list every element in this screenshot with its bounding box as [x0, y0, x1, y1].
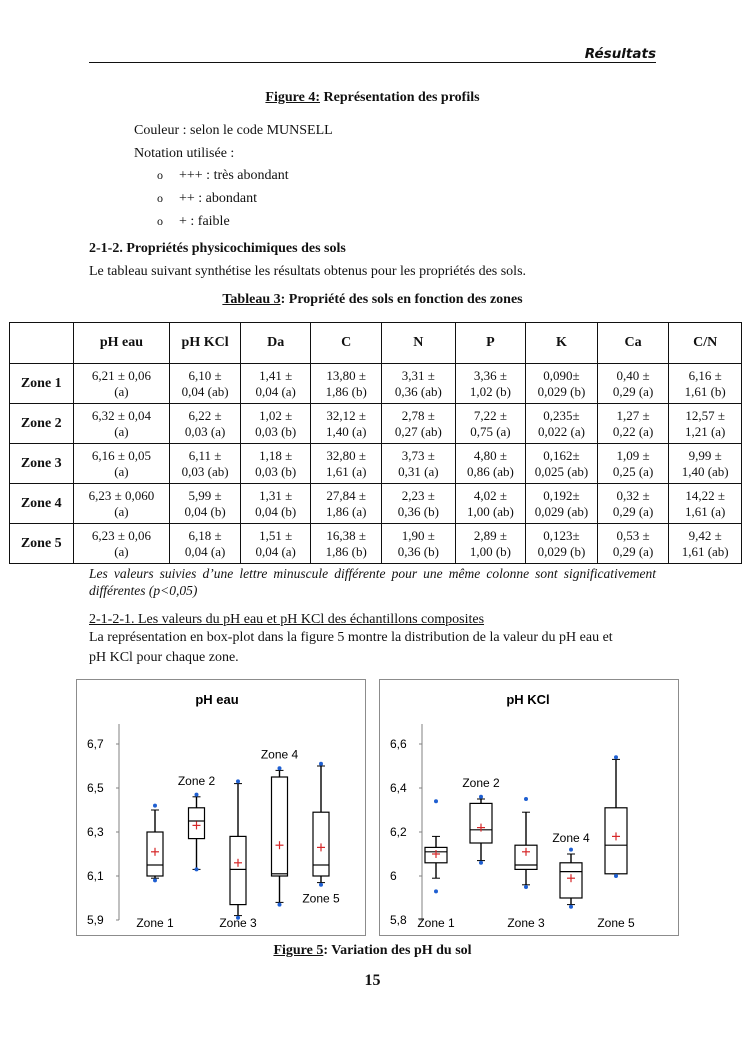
table-cell-line: 16,38 ± — [326, 527, 367, 543]
zone-label: Zone 2 — [10, 404, 74, 444]
table-cell-line: 14,22 ± — [685, 487, 725, 503]
table-cell-line: 0,22 (a) — [612, 423, 654, 439]
zone-label: Zone 5 — [302, 891, 340, 906]
table-cell — [170, 364, 241, 404]
table-cell-line: 0,75 (a) — [470, 423, 511, 439]
table-cell — [455, 404, 526, 444]
table-cell-line: 0,04 (a) — [255, 383, 296, 399]
ph-kcl-chart — [379, 679, 679, 936]
outlier-point — [195, 867, 199, 871]
table-header-cell: C/N — [669, 323, 742, 364]
table-cell — [170, 524, 241, 564]
table-cell-line: 5,99 ± — [188, 487, 222, 503]
table-cell-line: 0,53 ± — [616, 527, 650, 543]
table-cell-line: (a) — [114, 503, 129, 519]
iqr-box — [230, 836, 246, 904]
table-header-cell: K — [526, 323, 598, 364]
table-cell-line: 7,22 ± — [473, 407, 507, 423]
outlier-point — [614, 874, 618, 878]
notation-item-3 — [157, 214, 230, 230]
zone-label: Zone 3 — [10, 444, 74, 484]
table-cell — [455, 524, 526, 564]
section-intro: Le tableau suivant synthétise les résultats obtenus pour les propriétés des sols. — [89, 264, 527, 279]
table-cell — [73, 484, 170, 524]
zone-label: Zone 1 — [417, 916, 455, 930]
zone-label: Zone 1 — [136, 916, 174, 930]
bullet-glyph: o — [157, 214, 163, 228]
table-header-cell — [10, 323, 74, 364]
table-cell-line: 1,21 (a) — [684, 423, 726, 439]
table-cell — [382, 524, 456, 564]
subsection-text-line1: La représentation en box-plot dans la figure 5 montre la distribution de la valeur du pH eau et — [89, 630, 613, 645]
table-cell-line: 4,02 ± — [473, 487, 507, 503]
subsection-text-line2: pH KCl pour chaque zone. — [89, 650, 239, 665]
table-cell — [73, 404, 170, 444]
y-tick-label: 6,1 — [87, 869, 104, 883]
table-cell-line: 0,25 (a) — [612, 463, 654, 479]
table-cell — [311, 364, 382, 404]
table-cell — [526, 404, 598, 444]
table-cell — [382, 484, 456, 524]
table-cell — [311, 444, 382, 484]
y-tick-label: 5,9 — [87, 913, 104, 927]
table-cell — [240, 404, 311, 444]
table-header-row — [10, 323, 742, 364]
table-cell-line: 0,04 (ab) — [181, 383, 229, 399]
subsection-heading: 2-1-2-1. Les valeurs du pH eau et pH KCl des échantillons composites — [89, 612, 485, 627]
bullet-glyph: o — [157, 168, 163, 182]
table-cell-line: 1,61 (b) — [684, 383, 726, 399]
table-cell — [311, 484, 382, 524]
table-cell-line: (a) — [114, 423, 129, 439]
ph-eau-chart-svg — [77, 680, 365, 935]
y-tick-label: 6,7 — [87, 737, 104, 751]
table-cell-line: 0,31 (a) — [398, 463, 439, 479]
table-row — [10, 484, 742, 524]
table-cell-line: 1,61 (ab) — [681, 543, 729, 559]
table-cell-line: 1,86 (b) — [325, 383, 367, 399]
outlier-point — [569, 848, 573, 852]
table-cell — [597, 444, 669, 484]
table-cell-line: 2,78 ± — [401, 407, 435, 423]
table-cell — [73, 364, 170, 404]
table-cell-line: 1,40 (a) — [326, 423, 367, 439]
outlier-point — [153, 804, 157, 808]
y-tick-label: 6 — [390, 869, 397, 883]
notation-item-3-text: + : faible — [179, 214, 230, 229]
table-header-cell: C — [311, 323, 382, 364]
table-cell-line: 6,23 ± 0,06 — [91, 527, 151, 543]
table-cell-line: 0,04 (b) — [255, 503, 297, 519]
table-header-cell: pH KCl — [170, 323, 241, 364]
table-cell-line: 32,80 ± — [326, 447, 367, 463]
table-cell-line: 9,42 ± — [688, 527, 722, 543]
table-row — [10, 524, 742, 564]
table-cell-line: 1,90 ± — [401, 527, 435, 543]
table3-title: : Propriété des sols en fonction des zones — [280, 292, 523, 307]
table-cell — [73, 524, 170, 564]
iqr-box — [605, 808, 627, 874]
table-cell-line: 0,27 (ab) — [394, 423, 442, 439]
table-cell-line: 2,89 ± — [473, 527, 507, 543]
table-cell — [455, 444, 526, 484]
table-cell-line: 0,32 ± — [616, 487, 650, 503]
outlier-point — [479, 861, 483, 865]
outlier-point — [524, 885, 528, 889]
table-cell-line: 0,03 (b) — [255, 463, 297, 479]
couleur-note: Couleur : selon le code MUNSELL — [134, 123, 333, 138]
table-cell — [170, 444, 241, 484]
zone-label: Zone 3 — [219, 916, 257, 930]
table-cell — [526, 444, 598, 484]
table-cell-line: 0,29 (a) — [612, 383, 654, 399]
table-cell-line: 6,32 ± 0,04 — [91, 407, 151, 423]
zone-label: Zone 2 — [177, 773, 216, 788]
table-cell-line: 0,36 (ab) — [394, 383, 442, 399]
table-cell-line: 27,84 ± — [326, 487, 367, 503]
zone-label: Zone 4 — [260, 747, 299, 762]
table-cell-line: 0,03 (b) — [255, 423, 297, 439]
table3-label: Tableau 3 — [222, 292, 281, 307]
table-cell — [669, 484, 742, 524]
table-cell-line: 0,04 (a) — [184, 543, 226, 559]
figure5-caption — [0, 943, 745, 959]
figure4-label: Figure 4: — [265, 90, 320, 105]
outlier-point — [524, 797, 528, 801]
table3-caption — [0, 292, 745, 308]
table-cell-line: 13,80 ± — [326, 367, 367, 383]
table-cell-line: 0,029 (b) — [537, 543, 586, 559]
table-cell — [597, 524, 669, 564]
y-tick-label: 5,8 — [390, 913, 407, 927]
table-row — [10, 404, 742, 444]
table-cell-line: 0,025 (ab) — [534, 463, 589, 479]
table-header-cell: Da — [240, 323, 311, 364]
table-cell-line: 0,03 (a) — [184, 423, 226, 439]
table-cell-line: 0,04 (a) — [255, 543, 296, 559]
table-cell-line: 6,18 ± — [188, 527, 222, 543]
table-cell-line: 2,23 ± — [401, 487, 435, 503]
table-cell — [311, 524, 382, 564]
y-tick-label: 6,4 — [390, 781, 407, 795]
table-cell — [526, 524, 598, 564]
table-cell-line: 6,11 ± — [188, 447, 222, 463]
zone-label: Zone 5 — [10, 524, 74, 564]
section-heading: 2-1-2. Propriétés physicochimiques des sols — [89, 241, 346, 256]
table-cell-line: 1,86 (b) — [325, 543, 367, 559]
iqr-box — [272, 777, 288, 876]
table-cell-line: 6,21 ± 0,06 — [91, 367, 151, 383]
table-cell-line: 0,029 (ab) — [534, 503, 589, 519]
table3-note: Les valeurs suivies d’une lettre minuscule différente pour une même colonne sont significativement différentes (p<0,05) — [89, 566, 656, 598]
table-cell — [669, 444, 742, 484]
outlier-point — [319, 762, 323, 766]
chart-title: pH KCl — [506, 692, 550, 707]
table-cell-line: 1,61 (a) — [326, 463, 367, 479]
y-tick-label: 6,6 — [390, 737, 407, 751]
page-number: 15 — [364, 972, 381, 989]
table-cell-line: 12,57 ± — [685, 407, 725, 423]
table-cell-line: 0,192± — [543, 487, 580, 503]
table-cell-line: 0,162± — [543, 447, 580, 463]
iqr-box — [470, 803, 492, 843]
table-cell-line: 1,00 (ab) — [466, 503, 514, 519]
table-cell-line: 6,22 ± — [188, 407, 222, 423]
running-header: Résultats — [584, 46, 656, 62]
table-cell — [669, 404, 742, 444]
soil-properties-table — [9, 322, 742, 564]
table-cell — [597, 484, 669, 524]
table-header-cell: P — [455, 323, 526, 364]
table-cell — [382, 444, 456, 484]
table-cell-line: 1,02 (b) — [469, 383, 511, 399]
table-cell-line: 1,86 (a) — [326, 503, 367, 519]
table-cell — [597, 404, 669, 444]
table-cell-line: (a) — [114, 463, 129, 479]
table-header-cell: N — [382, 323, 456, 364]
table-cell-line: 1,09 ± — [616, 447, 650, 463]
table-cell-line: 0,090± — [543, 367, 580, 383]
table-cell-line: 3,73 ± — [401, 447, 435, 463]
table-header-cell: pH eau — [73, 323, 170, 364]
notation-item-1-text: +++ : très abondant — [179, 168, 289, 183]
zone-label: Zone 5 — [597, 916, 635, 930]
outlier-point — [569, 905, 573, 909]
figure5-label: Figure 5 — [273, 943, 324, 958]
table-cell-line: 6,16 ± — [688, 367, 722, 383]
table-cell — [597, 364, 669, 404]
outlier-point — [479, 795, 483, 799]
table-cell-line: 6,10 ± — [188, 367, 222, 383]
table-cell-line: 3,36 ± — [473, 367, 507, 383]
table-cell — [170, 404, 241, 444]
table-cell — [311, 404, 382, 444]
table-cell-line: 9,99 ± — [688, 447, 722, 463]
table-cell — [526, 484, 598, 524]
table-cell-line: 3,31 ± — [401, 367, 435, 383]
zone-label: Zone 1 — [10, 364, 74, 404]
notation-item-2-text: ++ : abondant — [179, 191, 257, 206]
table-row — [10, 364, 742, 404]
outlier-point — [236, 779, 240, 783]
outlier-point — [278, 903, 282, 907]
table-cell-line: 32,12 ± — [326, 407, 367, 423]
table-cell-line: 1,31 ± — [259, 487, 293, 503]
chart-title: pH eau — [195, 692, 239, 707]
outlier-point — [434, 799, 438, 803]
table-cell-line: 1,18 ± — [259, 447, 293, 463]
zone-label: Zone 3 — [507, 916, 545, 930]
table-cell — [382, 364, 456, 404]
outlier-point — [153, 878, 157, 882]
table-cell-line: 0,36 (b) — [397, 503, 439, 519]
zone-label: Zone 2 — [462, 776, 500, 790]
table-cell-line: 6,16 ± 0,05 — [91, 447, 151, 463]
header-rule — [89, 62, 656, 63]
table-cell-line: 0,022 (a) — [538, 423, 585, 439]
notation-item-1 — [157, 168, 289, 184]
y-tick-label: 6,5 — [87, 781, 104, 795]
table-cell — [455, 484, 526, 524]
table-cell-line: 0,029 (b) — [537, 383, 586, 399]
table-cell — [455, 364, 526, 404]
table-cell-line: 0,123± — [543, 527, 580, 543]
table-cell — [240, 444, 311, 484]
bullet-glyph: o — [157, 191, 163, 205]
outlier-point — [278, 766, 282, 770]
table-cell — [526, 364, 598, 404]
table-cell — [240, 524, 311, 564]
table-cell-line: 0,40 ± — [616, 367, 650, 383]
table-cell-line: 1,41 ± — [259, 367, 293, 383]
figure5-title: : Variation des pH du sol — [323, 943, 472, 958]
table-cell-line: 1,61 (a) — [684, 503, 726, 519]
zone-label: Zone 4 — [552, 831, 590, 845]
table-cell — [669, 524, 742, 564]
y-tick-label: 6,2 — [390, 825, 407, 839]
y-tick-label: 6,3 — [87, 825, 104, 839]
table-row — [10, 444, 742, 484]
table-cell-line: 1,02 ± — [259, 407, 293, 423]
table-cell-line: 0,235± — [543, 407, 580, 423]
table-cell-line: 1,27 ± — [616, 407, 650, 423]
table-cell-line: 1,00 (b) — [469, 543, 511, 559]
outlier-point — [319, 883, 323, 887]
table-cell — [240, 364, 311, 404]
figure4-caption — [0, 90, 745, 106]
outlier-point — [195, 793, 199, 797]
figure4-title: Représentation des profils — [320, 90, 480, 105]
table-cell-line: 1,40 (ab) — [681, 463, 729, 479]
table-cell-line: 1,51 ± — [259, 527, 293, 543]
table-cell-line: (a) — [114, 543, 129, 559]
notation-item-2 — [157, 191, 257, 207]
table-cell-line: (a) — [114, 383, 129, 399]
ph-eau-chart — [76, 679, 366, 936]
outlier-point — [614, 755, 618, 759]
table-cell — [240, 484, 311, 524]
zone-label: Zone 4 — [10, 484, 74, 524]
table-cell — [73, 444, 170, 484]
table-cell-line: 0,04 (b) — [184, 503, 226, 519]
table-cell — [669, 364, 742, 404]
notation-note: Notation utilisée : — [134, 146, 235, 161]
table-cell-line: 0,29 (a) — [612, 503, 654, 519]
table-cell-line: 0,03 (ab) — [181, 463, 229, 479]
table-cell — [382, 404, 456, 444]
table-cell-line: 0,29 (a) — [612, 543, 654, 559]
table-cell — [170, 484, 241, 524]
outlier-point — [434, 889, 438, 893]
table-header-cell: Ca — [597, 323, 669, 364]
table-cell-line: 0,86 (ab) — [466, 463, 514, 479]
table-cell-line: 4,80 ± — [473, 447, 507, 463]
ph-kcl-chart-svg — [380, 680, 678, 935]
table-cell-line: 6,23 ± 0,060 — [88, 487, 155, 503]
table-cell-line: 0,36 (b) — [397, 543, 439, 559]
